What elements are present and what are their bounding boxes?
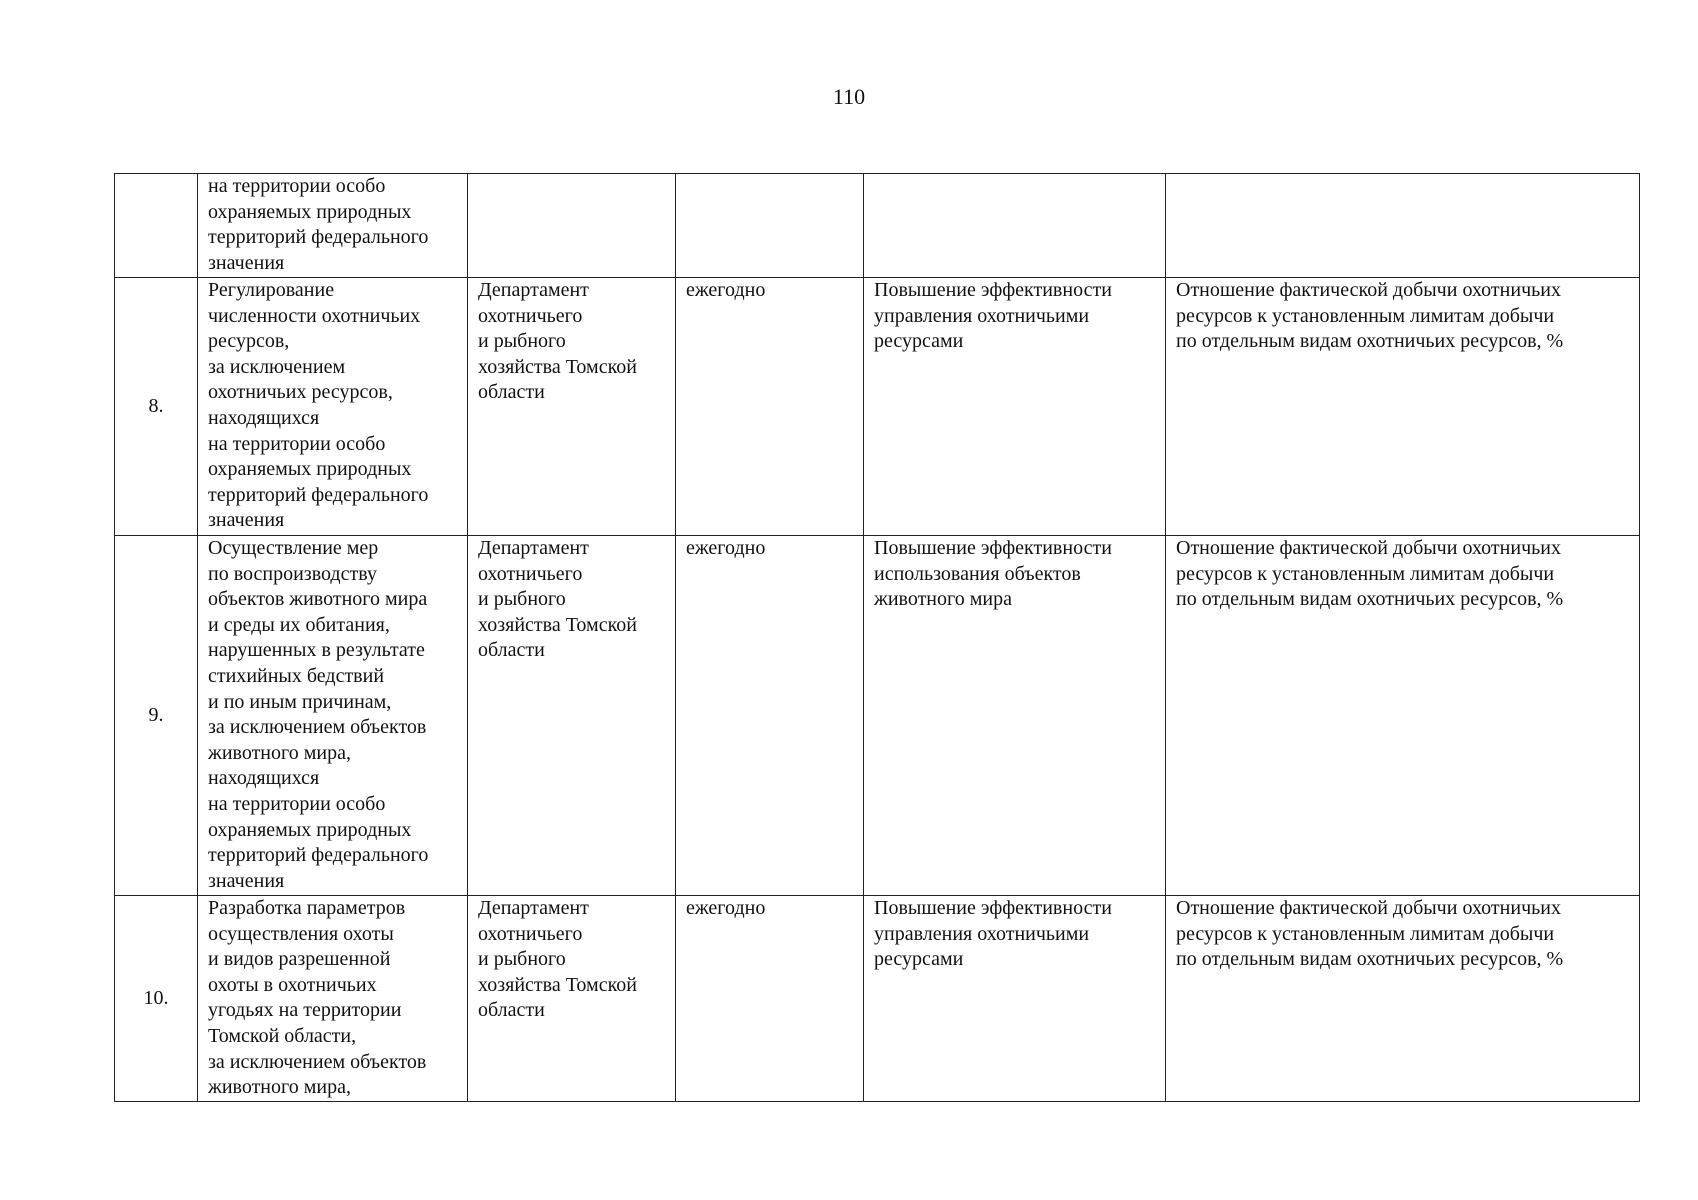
indicator-cell: [1166, 536, 1640, 896]
activity-text: Осуществление мер по воспроизводству объектов животного мира и среды их обитания, нарушенных в результате стихийных бедствий и по иным причинам, за исключением объектов животного мира, находящихся на территории особо охраняемых природных территорий федерального значения: [208, 537, 429, 892]
table-row: [115, 896, 1640, 1102]
table-row: [115, 278, 1640, 536]
measures-table: [114, 173, 1640, 1102]
row-number-cell: [115, 278, 198, 536]
indicator-text: Отношение фактической добычи охотничьих ресурсов к установленным лимитам добычи по отдельным видам охотничьих ресурсов, %: [1176, 279, 1564, 353]
row-number-cell: [115, 174, 198, 278]
executor-cell: [468, 896, 676, 1102]
result-cell: [864, 174, 1166, 278]
period-cell: [676, 896, 864, 1102]
activity-cell: [198, 278, 468, 536]
activity-text: на территории особо охраняемых природных территорий федерального значения: [208, 175, 429, 274]
row-number-cell: [115, 896, 198, 1102]
indicator-cell: [1166, 896, 1640, 1102]
result-text: Повышение эффективности управления охотничьими ресурсами: [874, 897, 1112, 971]
period-cell: [676, 174, 864, 278]
result-cell: [864, 278, 1166, 536]
period-cell: [676, 278, 864, 536]
activity-cell: [198, 536, 468, 896]
table-row: [115, 174, 1640, 278]
result-text: Повышение эффективности использования объектов животного мира: [874, 537, 1112, 611]
period-cell: [676, 536, 864, 896]
activity-cell: [198, 174, 468, 278]
row-number-cell: [115, 536, 198, 896]
page-number: 110: [832, 84, 866, 109]
indicator-text: Отношение фактической добычи охотничьих ресурсов к установленным лимитам добычи по отдельным видам охотничьих ресурсов, %: [1176, 537, 1564, 611]
indicator-text: Отношение фактической добычи охотничьих ресурсов к установленным лимитам добычи по отдельным видам охотничьих ресурсов, %: [1176, 897, 1564, 971]
activity-cell: [198, 896, 468, 1102]
indicator-cell: [1166, 174, 1640, 278]
activity-text: Регулирование численности охотничьих ресурсов, за исключением охотничьих ресурсов, находящихся на территории особо охраняемых природных территорий федерального значения: [208, 279, 429, 532]
period-text: ежегодно: [686, 279, 766, 301]
executor-text: Департамент охотничьего и рыбного хозяйства Томской области: [478, 537, 637, 662]
executor-text: Департамент охотничьего и рыбного хозяйства Томской области: [478, 897, 637, 1022]
executor-cell: [468, 278, 676, 536]
row-number: 10.: [143, 986, 169, 1009]
row-number: 9.: [148, 703, 164, 726]
result-cell: [864, 536, 1166, 896]
indicator-cell: [1166, 278, 1640, 536]
executor-cell: [468, 174, 676, 278]
result-text: Повышение эффективности управления охотничьими ресурсами: [874, 279, 1112, 353]
executor-cell: [468, 536, 676, 896]
activity-text: Разработка параметров осуществления охоты и видов разрешенной охоты в охотничьих угодьях на территории Томской области, за исключением объектов животного мира,: [208, 897, 427, 1099]
executor-text: Департамент охотничьего и рыбного хозяйства Томской области: [478, 279, 637, 404]
period-text: ежегодно: [686, 897, 766, 919]
period-text: ежегодно: [686, 537, 766, 559]
table-row: [115, 536, 1640, 896]
row-number: 8.: [148, 394, 164, 417]
result-cell: [864, 896, 1166, 1102]
